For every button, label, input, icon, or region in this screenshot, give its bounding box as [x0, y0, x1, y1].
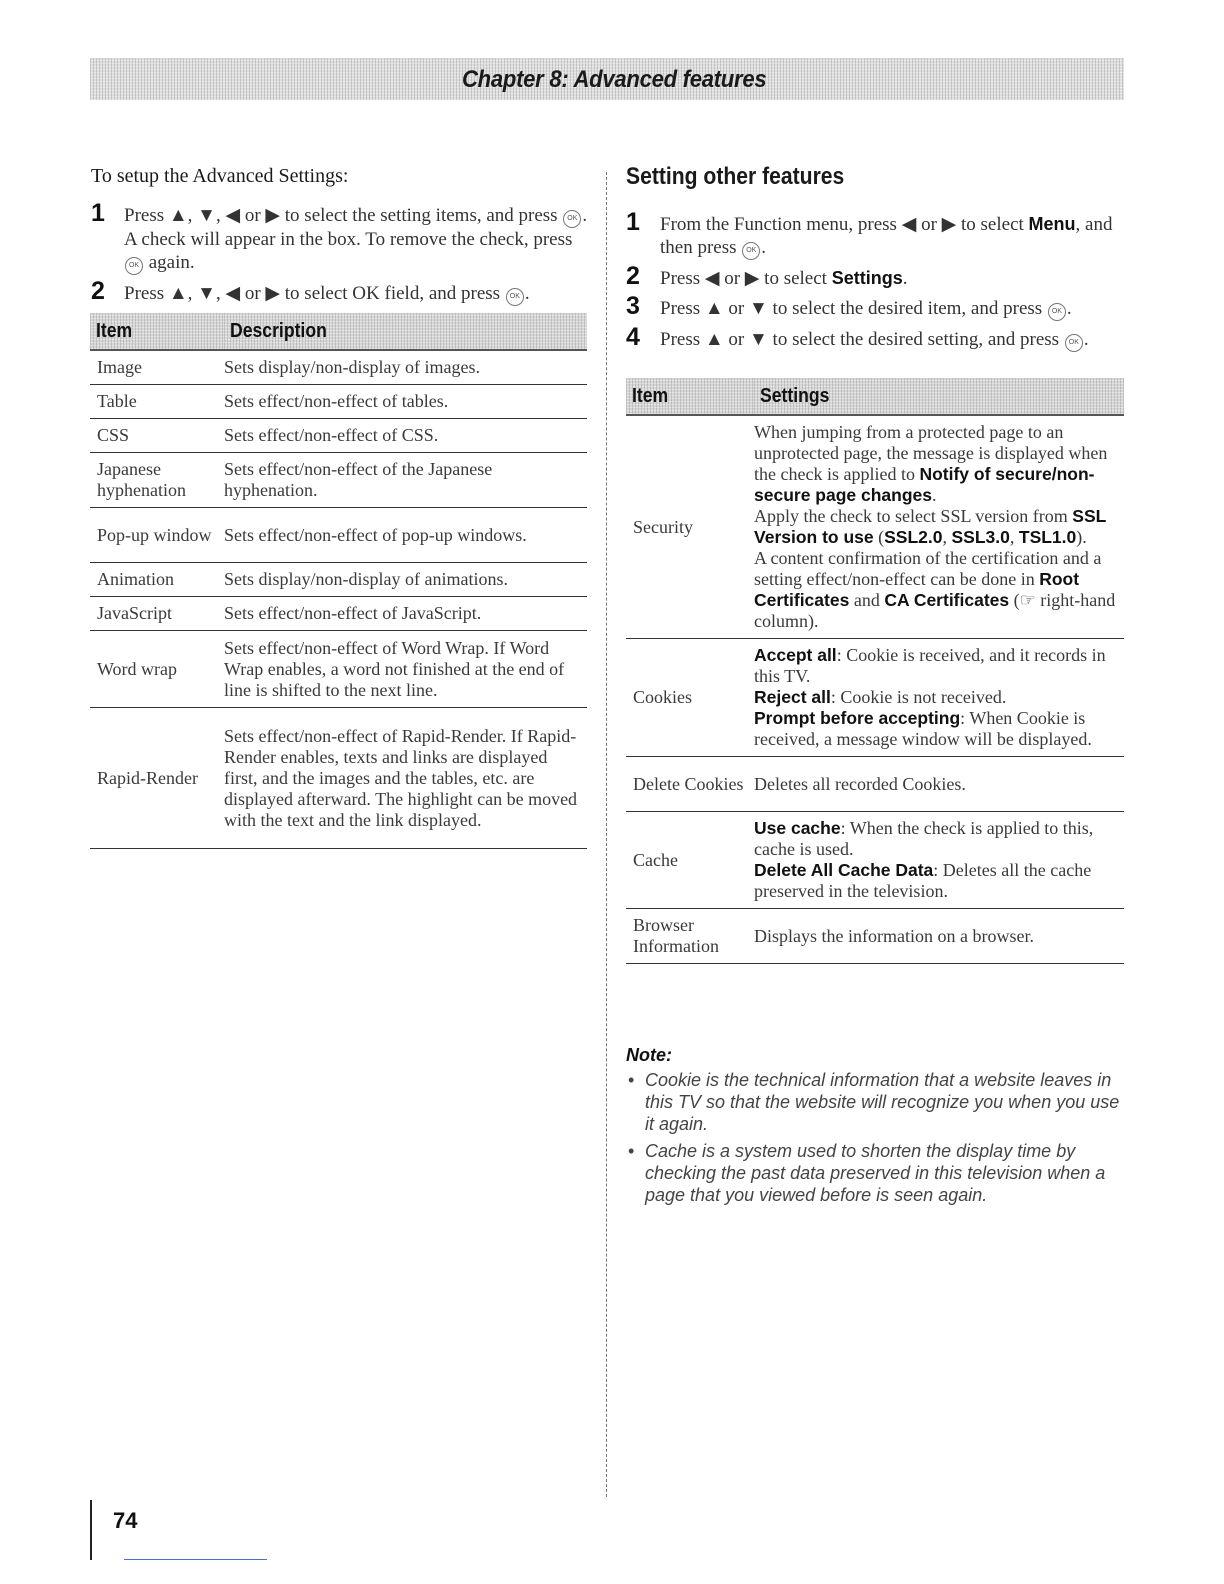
- page-number: 74: [113, 1508, 138, 1533]
- step-text: Press ▲ or ▼ to select the desired setting, and press OK .: [660, 329, 1089, 350]
- table-row: [90, 350, 587, 385]
- row-item: Animation: [90, 563, 224, 597]
- table-row: [90, 385, 587, 419]
- row-description: Sets effect/non-effect of the Japanese hyphenation.: [224, 453, 587, 508]
- row-description: Sets effect/non-effect of pop-up windows.: [224, 508, 587, 563]
- step-text: Press ◀ or ▶ to select Settings.: [660, 268, 908, 289]
- page-link-underline: [124, 1559, 267, 1560]
- ok-button-icon: OK: [742, 242, 760, 260]
- row-item: Rapid-Render: [90, 708, 224, 849]
- step-text: From the Function menu, press ◀ or ▶ to select Menu, and then press OK .: [660, 214, 1113, 258]
- left-steps: [91, 199, 591, 313]
- table-header-row: [626, 378, 1124, 415]
- step-number: 2: [91, 277, 105, 305]
- step-item: [626, 323, 1124, 352]
- table-row: [626, 812, 1124, 909]
- column-header-description: Description: [224, 313, 587, 350]
- row-item: JavaScript: [90, 597, 224, 631]
- column-header-settings: Settings: [754, 378, 1124, 415]
- ok-button-icon: OK: [125, 257, 143, 275]
- step-number: 3: [626, 292, 640, 320]
- column-divider: [606, 172, 607, 1497]
- step-text: Press ▲ or ▼ to select the desired item, and press OK .: [660, 298, 1072, 319]
- row-item: Pop-up window: [90, 508, 224, 563]
- row-item: Browser Information: [626, 909, 754, 964]
- row-description: Sets effect/non-effect of tables.: [224, 385, 587, 419]
- note-title: Note:: [626, 1045, 672, 1065]
- step-text: Press ▲, ▼, ◀ or ▶ to select OK field, and press OK .: [124, 283, 530, 304]
- row-item: Image: [90, 350, 224, 385]
- row-item: Security: [626, 415, 754, 639]
- chapter-title: Chapter 8: Advanced features: [462, 66, 767, 93]
- note-list: [626, 1069, 1124, 1206]
- table-row: [90, 419, 587, 453]
- row-description: Sets effect/non-effect of Word Wrap. If Word Wrap enables, a word not finished at the end of line is shifted to the next line.: [224, 631, 587, 708]
- advanced-settings-heading: To setup the Advanced Settings:: [91, 165, 349, 187]
- table-row: [90, 508, 587, 563]
- step-number: 4: [626, 323, 640, 351]
- ok-button-icon: OK: [506, 288, 524, 306]
- other-features-heading: Setting other features: [626, 163, 845, 190]
- row-description: Sets effect/non-effect of Rapid-Render. If Rapid-Render enables, texts and links are displayed first, and the images and the tables, etc. are displayed afterward. The highlight can be moved with the text and the link displayed.: [224, 708, 587, 849]
- table-row: [626, 757, 1124, 812]
- table-row: [90, 708, 587, 849]
- row-item: Word wrap: [90, 631, 224, 708]
- row-item: Delete Cookies: [626, 757, 754, 812]
- row-description: Sets display/non-display of animations.: [224, 563, 587, 597]
- step-number: 1: [626, 208, 640, 236]
- ok-button-icon: OK: [563, 210, 581, 228]
- step-item: [91, 199, 591, 275]
- row-item: CSS: [90, 419, 224, 453]
- advanced-settings-table: [90, 313, 587, 849]
- ok-button-icon: OK: [1048, 303, 1066, 321]
- row-item: Japanese hyphenation: [90, 453, 224, 508]
- table-row: [90, 631, 587, 708]
- note-item: • Cache is a system used to shorten the display time by checking the past data preserved in this television when a page that you viewed before is seen again.: [628, 1141, 1106, 1205]
- row-description: Sets display/non-display of images.: [224, 350, 587, 385]
- note-box: [626, 1045, 1124, 1211]
- row-description: Sets effect/non-effect of CSS.: [224, 419, 587, 453]
- step-text: Press ▲, ▼, ◀ or ▶ to select the setting items, and press OK . A check will appear in the box. To remove the check, press OK again.: [124, 205, 588, 273]
- table-row: [90, 563, 587, 597]
- row-description: Sets effect/non-effect of JavaScript.: [224, 597, 587, 631]
- step-number: 2: [626, 262, 640, 290]
- step-item: [626, 292, 1124, 321]
- row-settings: When jumping from a protected page to an unprotected page, the message is displayed when the check is applied to Notify of secure/non-secure page changes. Apply the check to select SSL version from SSL Version to use (SSL2.0, SSL3.0, TSL1.0). A content confirmation of the certification and a setting effect/non-effect can be done in Root Certificates and CA Certificates (☞ right-hand column).: [754, 415, 1124, 639]
- browser-settings-table: [626, 378, 1124, 964]
- step-item: [626, 208, 1124, 260]
- table-row: [626, 909, 1124, 964]
- table-row: [626, 639, 1124, 757]
- row-settings: Displays the information on a browser.: [754, 909, 1124, 964]
- row-item: Cache: [626, 812, 754, 909]
- table-header-row: [90, 313, 587, 350]
- table-row: [626, 415, 1124, 639]
- bullet-icon: •: [628, 1070, 635, 1090]
- step-number: 1: [91, 199, 105, 227]
- right-steps: [626, 208, 1124, 359]
- table-row: [90, 453, 587, 508]
- step-item: [91, 277, 591, 306]
- row-settings: Deletes all recorded Cookies.: [754, 757, 1124, 812]
- row-item: Table: [90, 385, 224, 419]
- row-item: Cookies: [626, 639, 754, 757]
- step-item: [626, 262, 1124, 290]
- column-header-item: Item: [90, 313, 224, 350]
- ok-button-icon: OK: [1065, 334, 1083, 352]
- table-row: [90, 597, 587, 631]
- column-header-item: Item: [626, 378, 754, 415]
- note-item: • Cookie is the technical information that a website leaves in this TV so that the website will recognize you when you use it again.: [628, 1070, 1120, 1134]
- row-settings: Use cache: When the check is applied to this, cache is used. Delete All Cache Data: Deletes all the cache preserved in the television.: [754, 812, 1124, 909]
- row-settings: Accept all: Cookie is received, and it records in this TV. Reject all: Cookie is not received. Prompt before accepting: When Cookie is received, a message window will be displayed.: [754, 639, 1124, 757]
- bullet-icon: •: [628, 1141, 635, 1161]
- page-number-bar: [90, 1500, 92, 1560]
